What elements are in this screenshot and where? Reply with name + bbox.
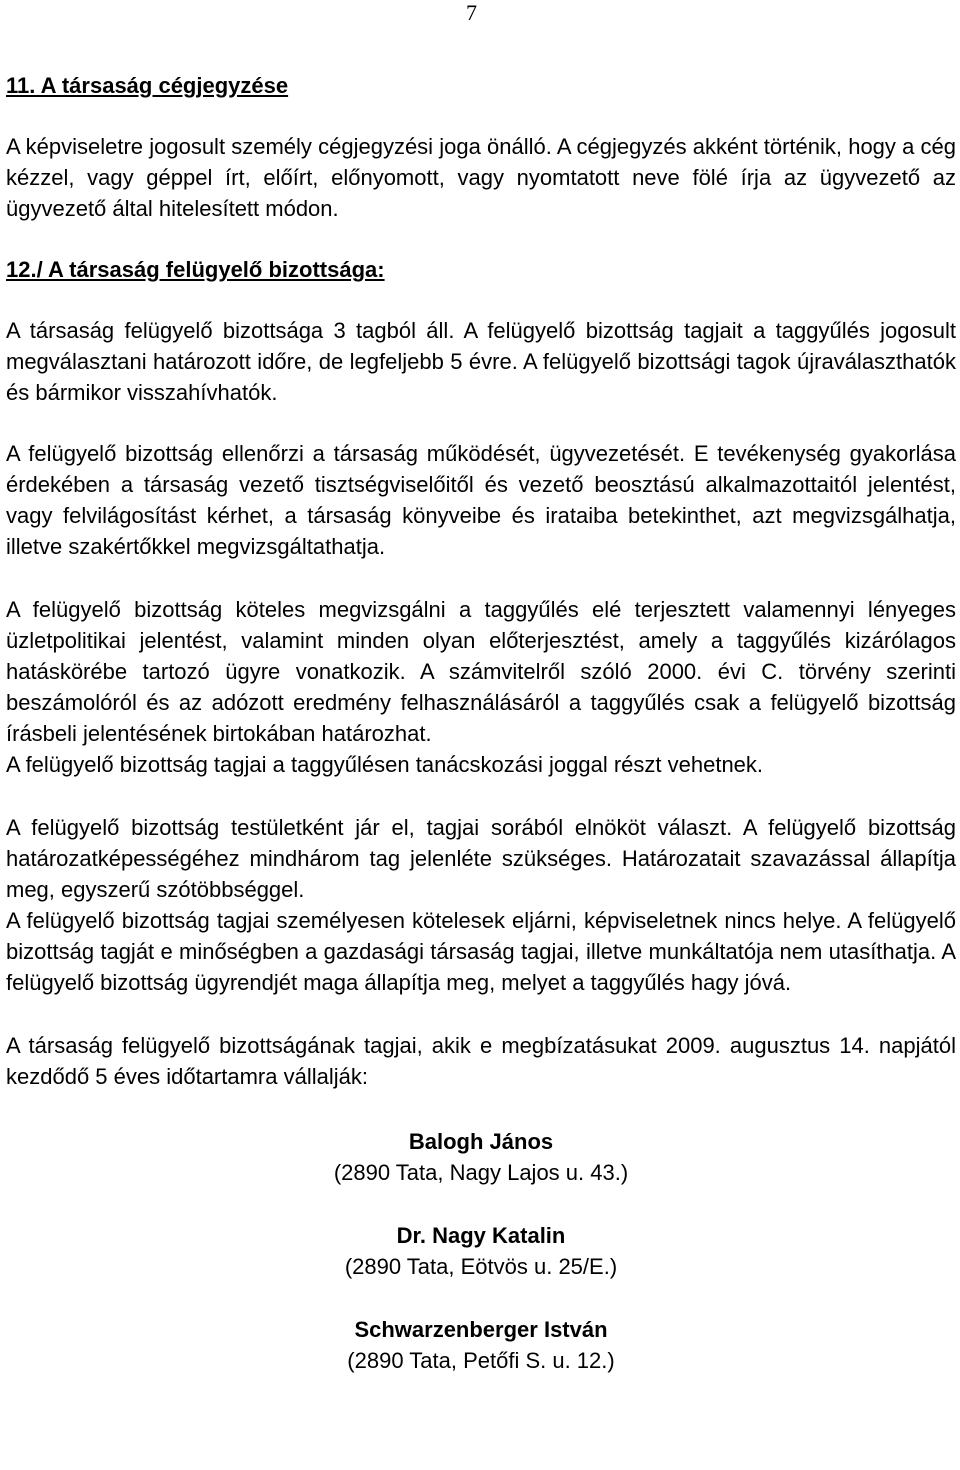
section-12-paragraph-1: A társaság felügyelő bizottsága 3 tagból áll. A felügyelő bizottság tagjait a taggyűlés jogosult megválasztani határozott időre, de legfeljebb 5 évre. A felügyelő bizottsági tagok újraválaszthatók és bármikor visszahívhatók. [6,318,956,405]
document-body [6,70,956,1376]
section-12-paragraph-4: A felügyelő bizottság tagjai a taggyűlésen tanácskozási joggal részt vehetnek. [6,752,764,777]
section-12-paragraph-6: A felügyelő bizottság tagjai személyesen kötelesek eljárni, képviseletnek nincs helye. A felügyelő bizottság tagját e minőségben a gazdasági társaság tagjai, illetve munkáltatója nem utasíthatja. A felügyelő bizottság ügyrendjét maga állapítja meg, melyet a taggyűlés hagy jóvá. [6,908,956,995]
section-11-heading: 11. A társaság cégjegyzése [6,73,289,98]
section-12-paragraph-5: A felügyelő bizottság testületként jár el, tagjai sorából elnököt választ. A felügyelő bizottság határozatképességéhez mindhárom tag jelenléte szükséges. Határozatait szavazással állapítja meg, egyszerű szótöbbséggel. [6,815,956,902]
board-member-3 [6,1314,956,1376]
section-12-paragraph-3: A felügyelő bizottság köteles megvizsgálni a taggyűlés elé terjesztett valamennyi lényeges üzletpolitikai jelentést, valamint minden olyan előterjesztést, amely a taggyűlés kizárólagos hatáskörébe tartozó ügyre vonatkozik. A számvitelről szóló 2000. évi C. törvény szerinti beszámolóról és az adózott eredmény felhasználásáról a taggyűlés csak a felügyelő bizottság írásbeli jelentésének birtokában határozhat. [6,597,956,746]
board-member-1 [6,1126,956,1188]
member-address: (2890 Tata, Eötvös u. 25/E.) [344,1254,618,1279]
member-name: Balogh János [408,1129,554,1154]
section-12-heading: 12./ A társaság felügyelő bizottsága: [6,257,385,282]
member-address: (2890 Tata, Petőfi S. u. 12.) [347,1348,615,1373]
member-name: Schwarzenberger István [354,1317,608,1342]
member-address: (2890 Tata, Nagy Lajos u. 43.) [333,1160,629,1185]
section-12-paragraph-7: A társaság felügyelő bizottságának tagjai, akik e megbízatásukat 2009. augusztus 14. napjától kezdődő 5 éves időtartamra vállalják: [6,1033,956,1089]
board-member-2 [6,1220,956,1282]
member-name: Dr. Nagy Katalin [396,1223,566,1248]
section-11-paragraph: A képviseletre jogosult személy cégjegyzési joga önálló. A cégjegyzés akként történik, hogy a cég kézzel, vagy géppel írt, előírt, előnyomott, vagy nyomtatott neve fölé írja az ügyvezető az ügyvezető által hitelesített módon. [6,134,956,221]
section-12-paragraph-2: A felügyelő bizottság ellenőrzi a társaság működését, ügyvezetését. E tevékenység gyakorlása érdekében a társaság vezető tisztségviselőitől és vezető beosztású alkalmazottaitól jelentést, vagy felvilágosítást kérhet, a társaság könyveibe és irataiba betekinthet, azt megvizsgálhatja, illetve szakértőkkel megvizsgáltathatja. [6,441,956,559]
page-number: 7 [466,0,477,25]
